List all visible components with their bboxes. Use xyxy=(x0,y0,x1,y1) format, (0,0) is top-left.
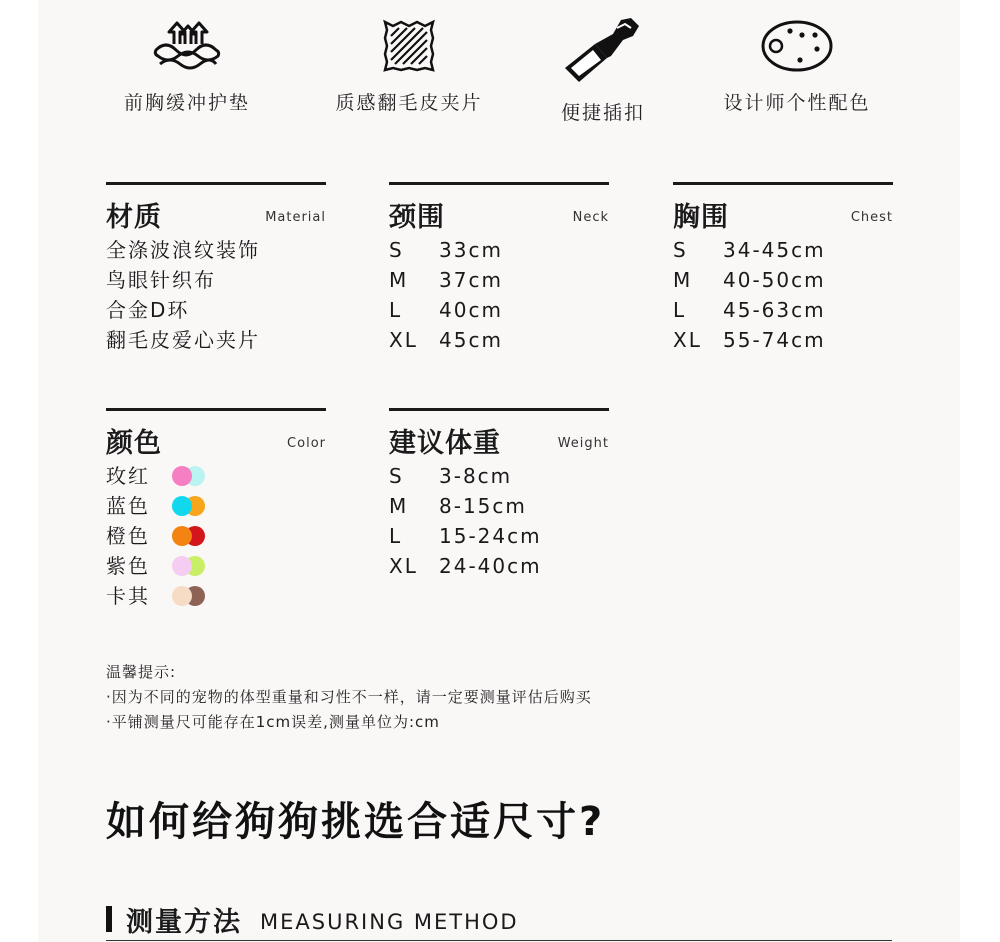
color-name: 玫红 xyxy=(106,464,150,488)
size-value: 33cm xyxy=(439,238,503,262)
color-name: 蓝色 xyxy=(106,494,150,518)
section-bar xyxy=(106,906,112,932)
chest-row xyxy=(673,265,893,295)
size-label: XL xyxy=(389,328,418,352)
neck-row xyxy=(389,265,609,295)
neck-row xyxy=(389,235,609,265)
neck-row xyxy=(389,295,609,325)
color-title: 颜色 xyxy=(106,428,162,459)
weight-title-en: Weight xyxy=(557,436,609,451)
size-question-heading: 如何给狗狗挑选合适尺寸? xyxy=(106,799,606,845)
swatch-primary xyxy=(172,586,192,606)
material-title: 材质 xyxy=(106,202,162,233)
measuring-title-en: MEASURING METHOD xyxy=(260,910,519,934)
feature-label: 前胸缓冲护垫 xyxy=(123,92,250,114)
size-label: XL xyxy=(389,554,418,578)
material-item: 全涤波浪纹装饰 xyxy=(106,238,260,262)
material-item: 合金D环 xyxy=(106,298,190,322)
buckle-icon xyxy=(561,18,645,84)
color-option[interactable] xyxy=(106,491,326,521)
color-name: 橙色 xyxy=(106,524,150,548)
fabric-texture-icon xyxy=(381,18,437,74)
color-option[interactable] xyxy=(106,581,326,611)
color-name: 卡其 xyxy=(106,584,150,608)
color-option[interactable] xyxy=(106,521,326,551)
chest-block xyxy=(673,182,893,355)
neck-row xyxy=(389,325,609,355)
material-item: 翻毛皮爱心夹片 xyxy=(106,328,260,352)
material-item: 鸟眼针织布 xyxy=(106,268,216,292)
feature-cushion xyxy=(87,18,287,115)
size-value: 8-15cm xyxy=(439,494,527,518)
size-value: 40cm xyxy=(439,298,503,322)
size-label: S xyxy=(389,238,404,262)
color-option[interactable] xyxy=(106,551,326,581)
size-label: L xyxy=(389,524,403,548)
feature-buckle xyxy=(503,18,703,125)
color-block xyxy=(106,408,326,611)
feature-palette xyxy=(697,18,897,115)
color-option[interactable] xyxy=(106,461,326,491)
color-swatches xyxy=(172,496,212,516)
chest-row xyxy=(673,235,893,265)
feature-label: 设计师个性配色 xyxy=(723,92,871,114)
neck-block xyxy=(389,182,609,355)
feature-fabric xyxy=(309,18,509,115)
size-value: 34-45cm xyxy=(723,238,826,262)
size-value: 45-63cm xyxy=(723,298,826,322)
weight-title: 建议体重 xyxy=(389,428,501,459)
size-value: 24-40cm xyxy=(439,554,542,578)
size-label: S xyxy=(673,238,688,262)
size-label: M xyxy=(389,494,409,518)
neck-title: 颈围 xyxy=(389,202,445,233)
color-swatches xyxy=(172,586,212,606)
size-value: 55-74cm xyxy=(723,328,826,352)
size-label: M xyxy=(673,268,693,292)
color-swatches xyxy=(172,556,212,576)
swatch-primary xyxy=(172,466,192,486)
chest-title: 胸围 xyxy=(673,202,729,233)
size-value: 3-8cm xyxy=(439,464,513,488)
size-label: L xyxy=(673,298,687,322)
tips-section xyxy=(106,660,592,735)
material-block xyxy=(106,182,326,355)
measuring-method-header xyxy=(106,900,892,941)
weight-block xyxy=(389,408,609,581)
size-label: XL xyxy=(673,328,702,352)
weight-row xyxy=(389,521,609,551)
tips-line: ·平铺测量尺可能存在1cm误差,测量单位为:cm xyxy=(106,713,440,731)
size-value: 45cm xyxy=(439,328,503,352)
weight-row xyxy=(389,491,609,521)
swatch-primary xyxy=(172,496,192,516)
palette-icon xyxy=(760,18,834,74)
size-value: 40-50cm xyxy=(723,268,826,292)
size-value: 15-24cm xyxy=(439,524,542,548)
size-label: M xyxy=(389,268,409,292)
chest-row xyxy=(673,325,893,355)
measuring-title: 测量方法 xyxy=(126,907,242,938)
tips-heading: 温馨提示: xyxy=(106,663,177,681)
tips-line: ·因为不同的宠物的体型重量和习性不一样，请一定要测量评估后购买 xyxy=(106,688,592,706)
color-swatches xyxy=(172,526,212,546)
color-title-en: Color xyxy=(287,436,326,451)
size-label: S xyxy=(389,464,404,488)
color-swatches xyxy=(172,466,212,486)
swatch-primary xyxy=(172,556,192,576)
weight-row xyxy=(389,461,609,491)
size-label: L xyxy=(389,298,403,322)
color-name: 紫色 xyxy=(106,554,150,578)
size-value: 37cm xyxy=(439,268,503,292)
cushion-wave-icon xyxy=(152,18,222,74)
chest-row xyxy=(673,295,893,325)
weight-row xyxy=(389,551,609,581)
feature-label: 质感翻毛皮夹片 xyxy=(335,92,483,114)
chest-title-en: Chest xyxy=(850,210,893,225)
neck-title-en: Neck xyxy=(572,210,609,225)
swatch-primary xyxy=(172,526,192,546)
material-title-en: Material xyxy=(265,210,326,225)
feature-label: 便捷插扣 xyxy=(560,102,645,124)
